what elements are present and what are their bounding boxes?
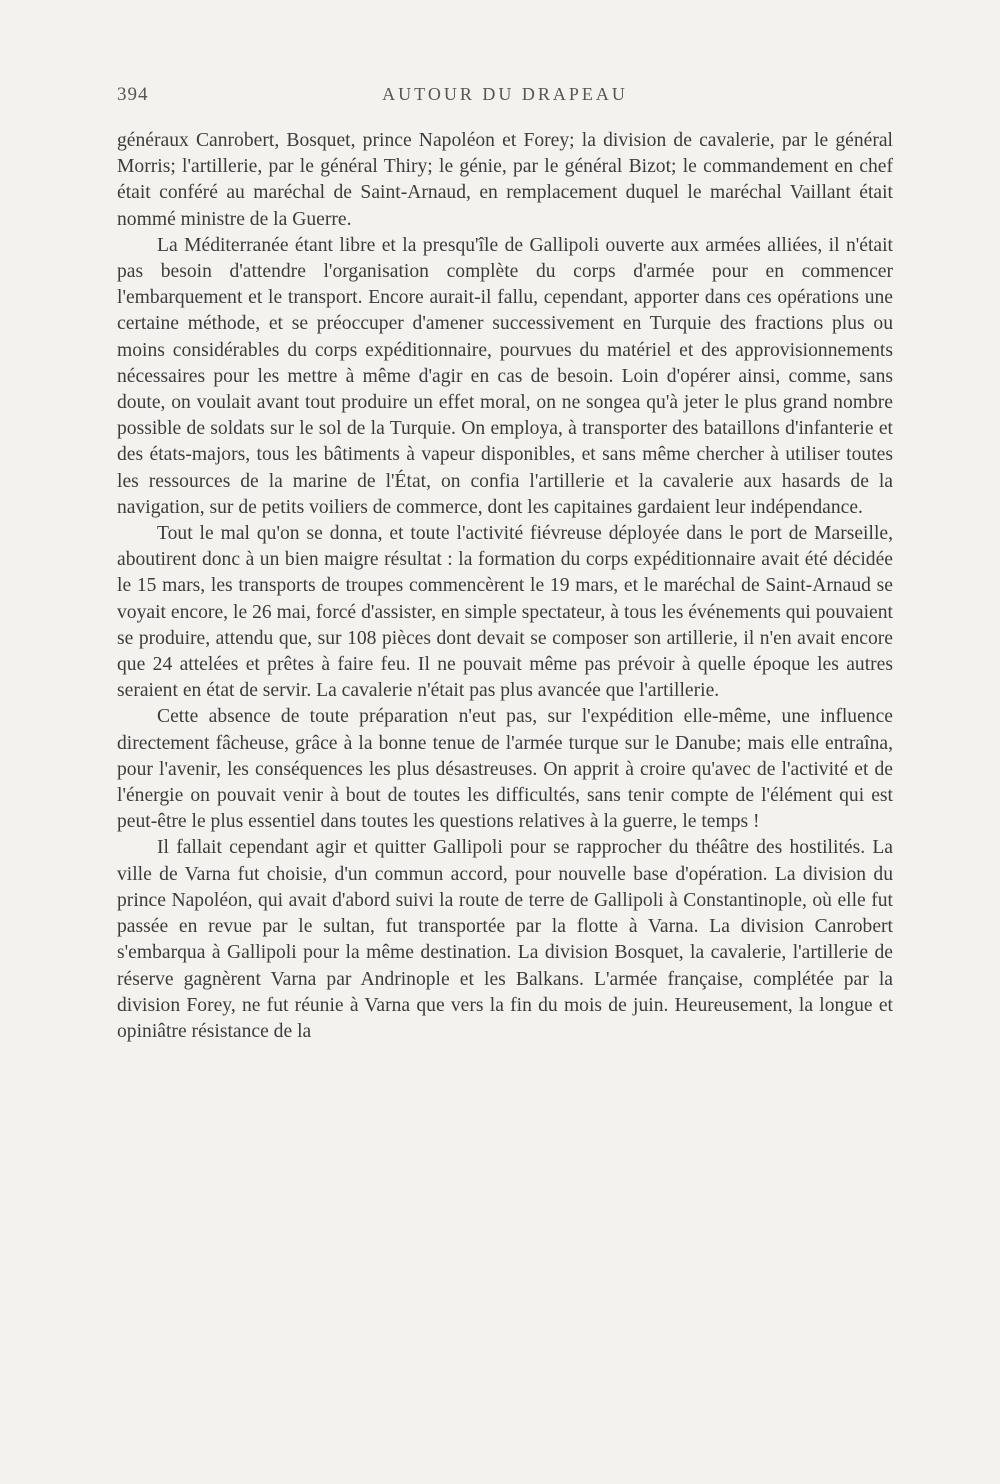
paragraph-continued: généraux Canrobert, Bosquet, prince Napoléon et Forey; la division de cavalerie, par le général Morris; l'artillerie, par le général Thiry; le génie, par le général Bizot; le commandement en chef était conféré au maréchal de Saint-Arnaud, en remplacement duquel le maréchal Vaillant était nommé ministre de la Guerre. — [117, 130, 893, 230]
paragraph: Il fallait cependant agir et quitter Gallipoli pour se rapprocher du théâtre des hostilités. La ville de Varna fut choisie, d'un commun accord, pour nouvelle base d'opération. La division du prince Napoléon, qui avait d'abord suivi la route de terre de Gallipoli à Constantinople, où elle fut passée en revue par le sultan, fut transportée par la flotte à Varna. La division Canrobert s'embarqua à Gallipoli pour la même destination. La division Bosquet, la cavalerie, l'artillerie de réserve gagnèrent Varna par Andrinople et les Balkans. L'armée française, complétée par la division Forey, ne fut réunie à Varna que vers la fin du mois de juin. Heureusement, la longue et opiniâtre résistance de la — [117, 837, 893, 1042]
body-text — [117, 128, 893, 1045]
page-header — [117, 84, 893, 114]
paragraph: Cette absence de toute préparation n'eut pas, sur l'expédition elle-même, une influence directement fâcheuse, grâce à la bonne tenue de l'armée turque sur le Danube; mais elle entraîna, pour l'avenir, les conséquences les plus désastreuses. On apprit à croire qu'avec de l'activité et de l'énergie on pouvait venir à bout de toutes les difficultés, sans tenir compte de l'élément qui est peut-être le plus essentiel dans toutes les questions relatives à la guerre, le temps ! — [117, 706, 893, 833]
paragraph: La Méditerranée étant libre et la presqu'île de Gallipoli ouverte aux armées alliées, il n'était pas besoin d'attendre l'organisation complète du corps d'armée pour en commencer l'embarquement et le transport. Encore aurait-il fallu, cependant, apporter dans ces opérations une certaine méthode, et se préoccuper d'amener successivement en Turquie des fractions plus ou moins considérables du corps expéditionnaire, pourvues du matériel et des approvisionnements nécessaires pour les mettre à même d'agir en cas de besoin. Loin d'opérer ainsi, comme, sans doute, on voulait avant tout produire un effet moral, on ne songea qu'à jeter le plus grand nombre possible de soldats sur le sol de la Turquie. On employa, à transporter des bataillons d'infanterie et des états-majors, tous les bâtiments à vapeur disponibles, et sans même chercher à utiliser toutes les ressources de la marine de l'État, on confia l'artillerie et la cavalerie aux hasards de la navigation, sur de petits voiliers de commerce, dont les capitaines gardaient leur indépendance. — [117, 234, 893, 518]
running-title: AUTOUR DU DRAPEAU — [382, 84, 628, 104]
page-number: 394 — [117, 84, 149, 105]
paragraph: Tout le mal qu'on se donna, et toute l'activité fiévreuse déployée dans le port de Marseille, aboutirent donc à un bien maigre résultat : la formation du corps expéditionnaire avait été décidée le 15 mars, les transports de troupes commencèrent le 19 mars, et le maréchal de Saint-Arnaud se voyait encore, le 26 mai, forcé d'assister, en simple spectateur, à tous les événements qui pouvaient se produire, attendu que, sur 108 pièces dont devait se composer son artillerie, il n'en avait encore que 24 attelées et prêtes à faire feu. Il ne pouvait même pas prévoir à quelle époque les autres seraient en état de servir. La cavalerie n'était pas plus avancée que l'artillerie. — [117, 523, 893, 702]
